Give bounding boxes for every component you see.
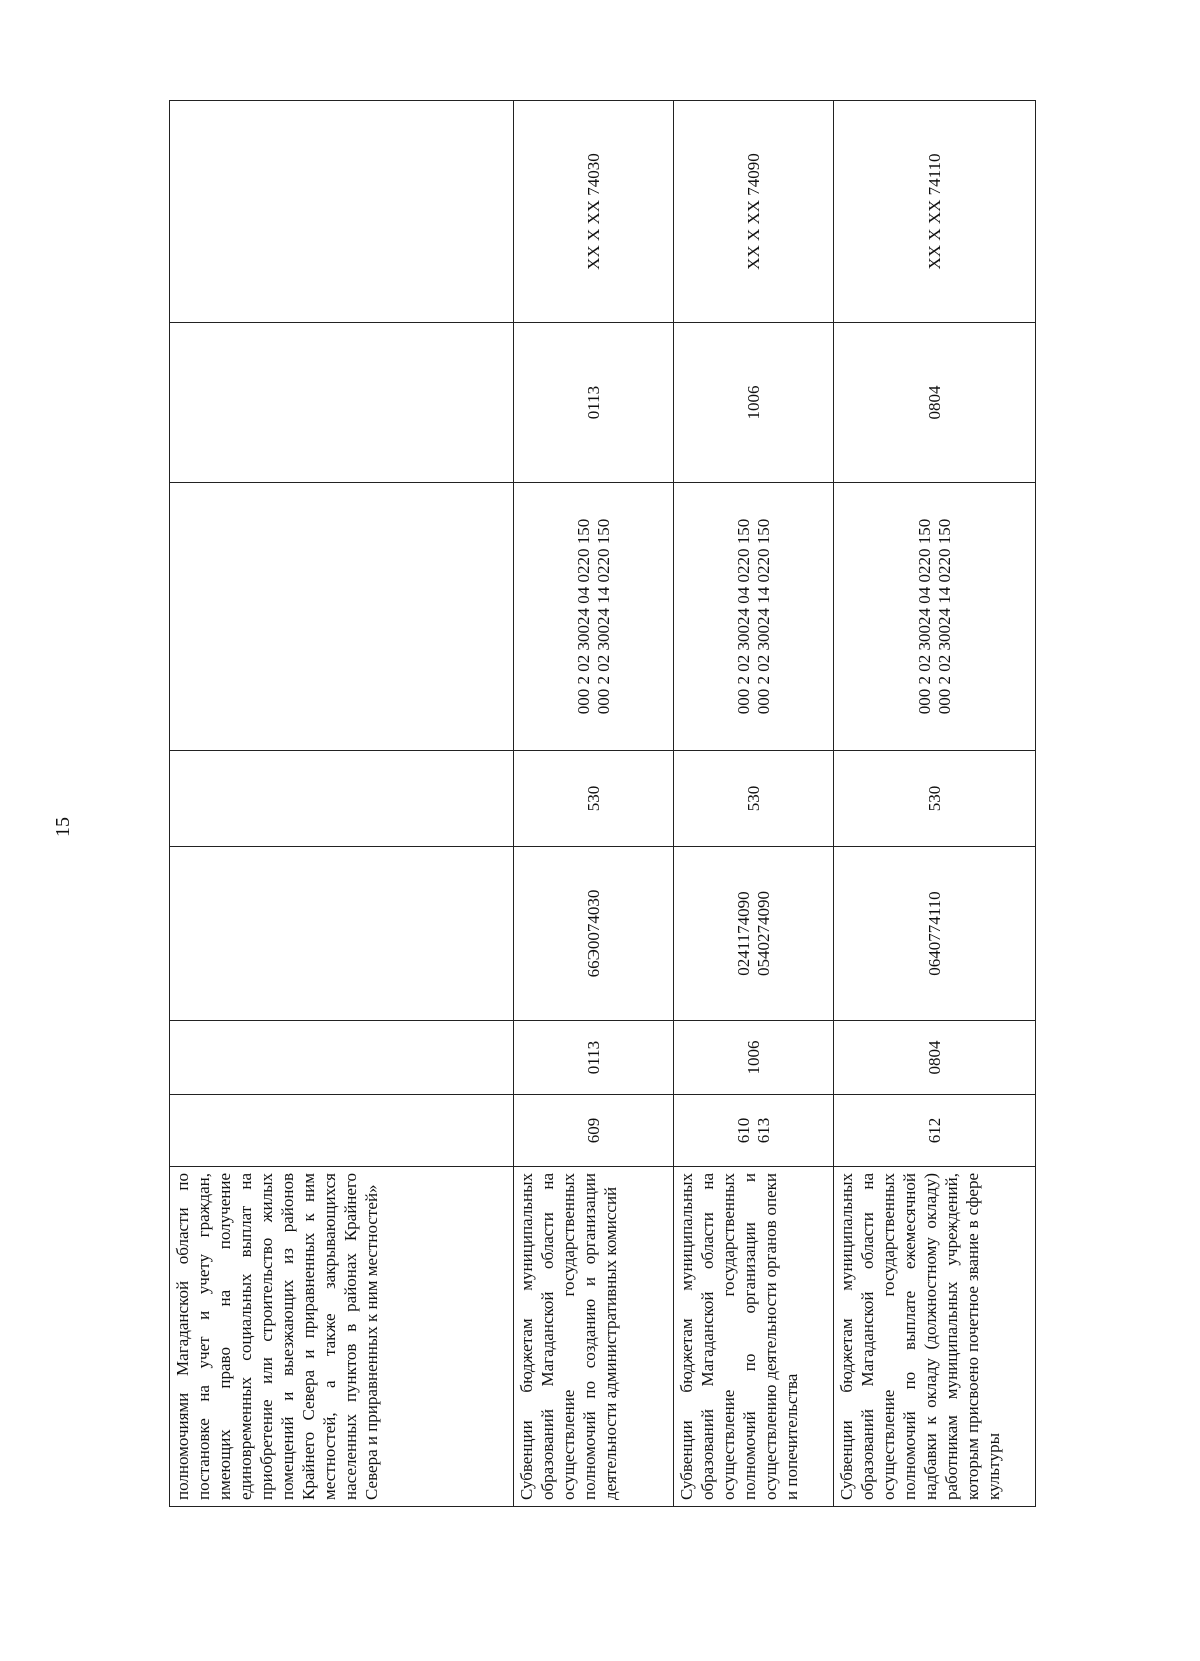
- income-code-line: 000 2 02 30024 04 0220 150: [733, 518, 753, 715]
- target-code-pattern: XX X XX 74090: [674, 101, 834, 323]
- code-line: 613: [753, 1117, 773, 1144]
- section-code: [170, 1021, 514, 1095]
- income-code-line: 000 2 02 30024 14 0220 150: [753, 518, 773, 715]
- income-classification-codes: [514, 483, 674, 751]
- expense-type-code: 530: [674, 751, 834, 847]
- section-code-repeat: [170, 323, 514, 483]
- target-article-code: [170, 847, 514, 1021]
- table-rotated-wrapper: [169, 101, 1035, 1507]
- row-description: Субвенции бюджетам муниципальных образований Магаданской области на осуществление государственных полномочий по организации и осуществлению деятельности органов опеки и попечительства: [674, 1167, 834, 1507]
- page-number: 15: [52, 817, 74, 837]
- code-line: 610: [733, 1117, 753, 1144]
- chapter-code: 612: [834, 1095, 1036, 1167]
- section-code: 1006: [674, 1021, 834, 1095]
- target-article-code: [674, 847, 834, 1021]
- income-classification-codes: [674, 483, 834, 751]
- table-row: [674, 101, 834, 1507]
- document-table-area: [169, 101, 1035, 1507]
- income-code-line: 000 2 02 30024 04 0220 150: [914, 518, 934, 715]
- section-code-repeat: 0113: [514, 323, 674, 483]
- table-row: [170, 101, 514, 1507]
- code-line: 0241174090: [733, 891, 753, 976]
- chapter-code: 609: [514, 1095, 674, 1167]
- target-code-pattern: [170, 101, 514, 323]
- income-classification-codes: [170, 483, 514, 751]
- code-line: 0540274090: [753, 891, 773, 976]
- table-row: [834, 101, 1036, 1507]
- expense-type-code: 530: [514, 751, 674, 847]
- row-description: Субвенции бюджетам муниципальных образований Магаданской области на осуществление государственных полномочий по созданию и организации деятельности административных комиссий: [514, 1167, 674, 1507]
- income-code-line: 000 2 02 30024 14 0220 150: [934, 518, 954, 715]
- section-code-repeat: 0804: [834, 323, 1036, 483]
- section-code-repeat: 1006: [674, 323, 834, 483]
- section-code: 0113: [514, 1021, 674, 1095]
- row-description: полномочиями Магаданской области по постановке на учет и учету граждан, имеющих право на получение единовременных социальных выплат на приобретение или строительство жилых помещений и выезжающих из районов Крайнего Севера и приравненных к ним местностей, а также закрывающихся населенных пунктов в районах Крайнего Севера и приравненных к ним местностей»: [170, 1167, 514, 1507]
- subvention-table: [169, 100, 1036, 1507]
- chapter-code: [170, 1095, 514, 1167]
- target-article-code: 0640774110: [834, 847, 1036, 1021]
- target-code-pattern: XX X XX 74110: [834, 101, 1036, 323]
- income-code-line: 000 2 02 30024 14 0220 150: [593, 518, 613, 715]
- section-code: 0804: [834, 1021, 1036, 1095]
- income-classification-codes: [834, 483, 1036, 751]
- target-article-code: 66Э0074030: [514, 847, 674, 1021]
- expense-type-code: 530: [834, 751, 1036, 847]
- income-code-line: 000 2 02 30024 04 0220 150: [573, 518, 593, 715]
- target-code-pattern: XX X XX 74030: [514, 101, 674, 323]
- row-description: Субвенции бюджетам муниципальных образований Магаданской области на осуществление государственных полномочий по выплате ежемесячной надбавки к окладу (должностному окладу) работникам муниципальных учреждений, которым присвоено почетное звание в сфере культуры: [834, 1167, 1036, 1507]
- table-row: [514, 101, 674, 1507]
- expense-type-code: [170, 751, 514, 847]
- chapter-code: [674, 1095, 834, 1167]
